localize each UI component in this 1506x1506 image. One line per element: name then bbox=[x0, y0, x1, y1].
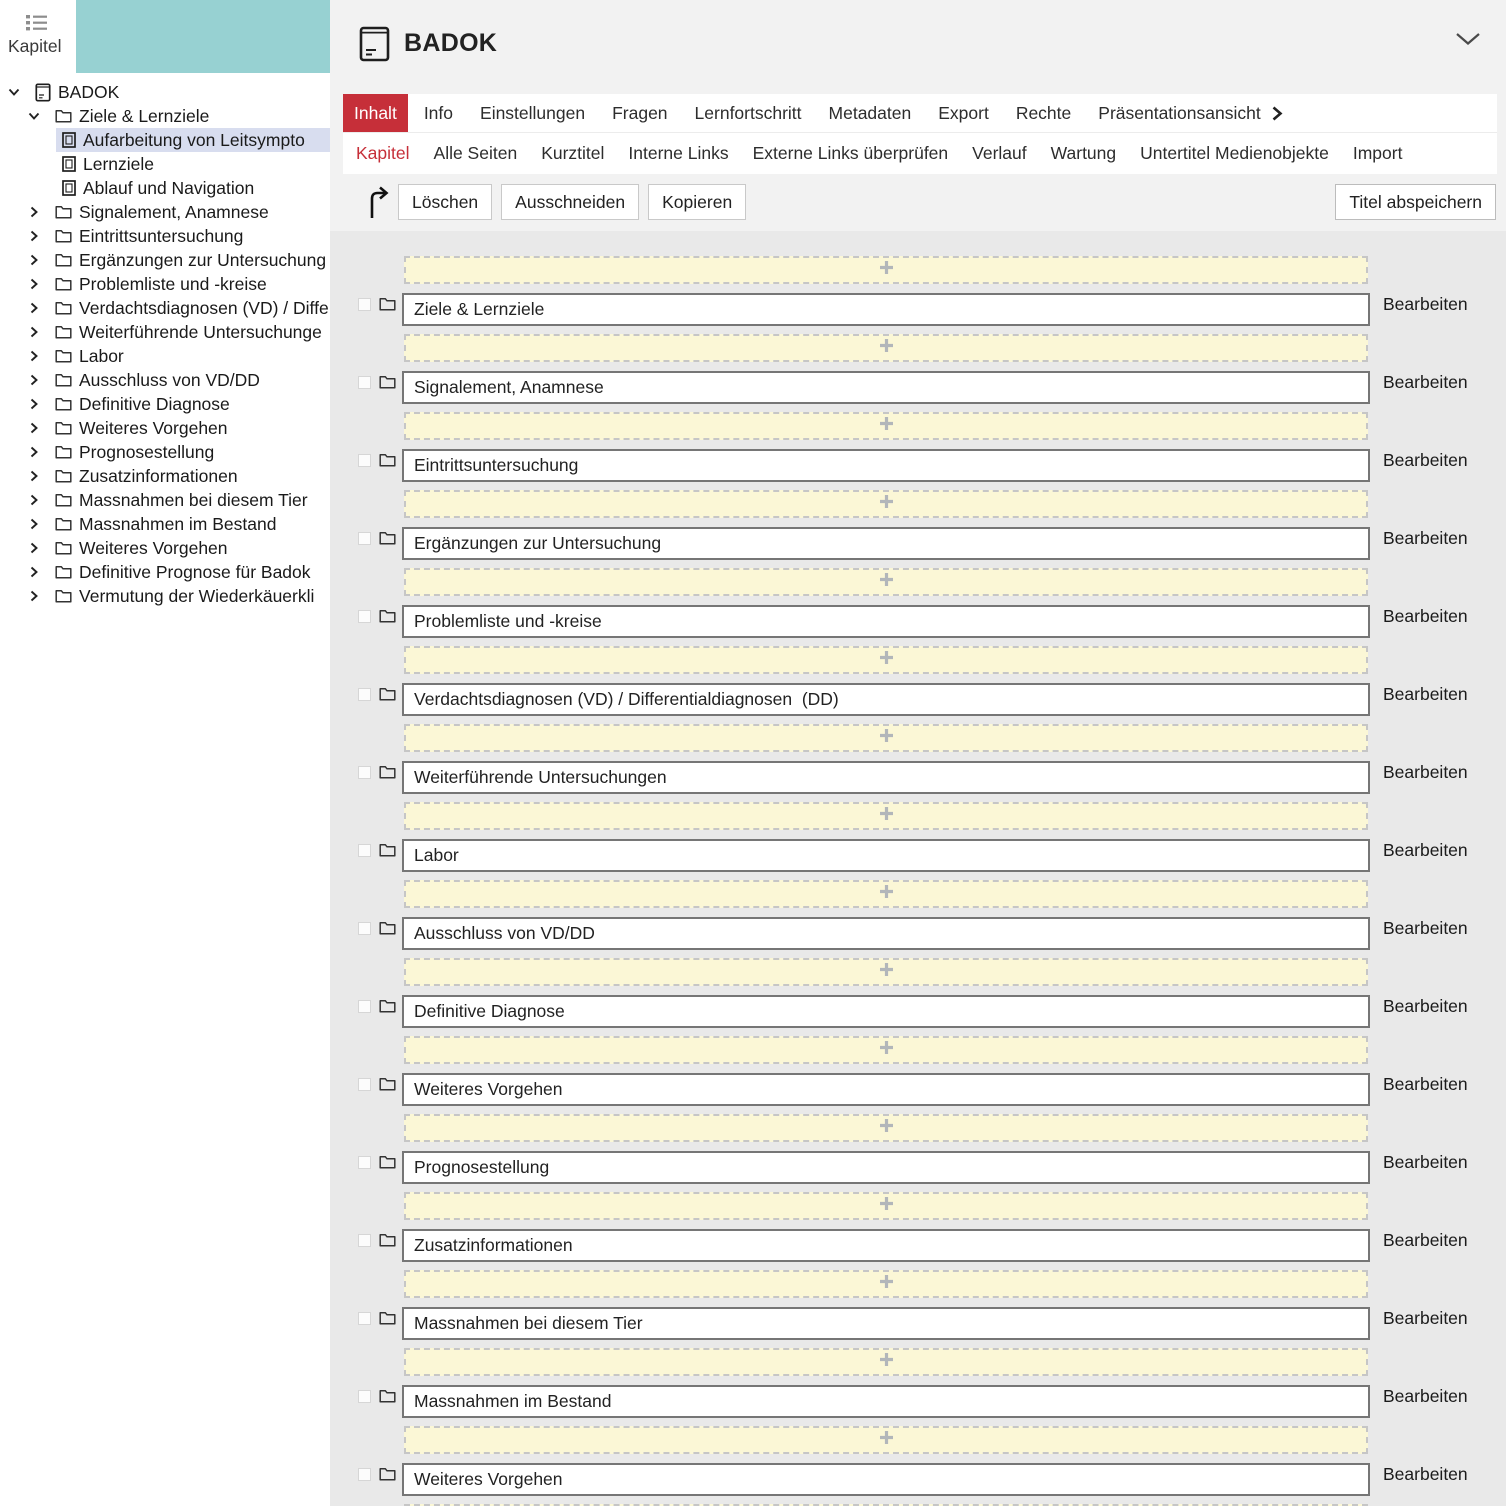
tree-item-label: Ziele & Lernziele bbox=[79, 105, 210, 126]
chevron-right-icon[interactable] bbox=[28, 590, 40, 602]
chapter-row bbox=[358, 995, 1506, 1028]
edit-chapter-link[interactable]: Bearbeiten bbox=[1383, 1386, 1468, 1406]
tree-item[interactable] bbox=[0, 512, 330, 536]
tree-item[interactable] bbox=[0, 248, 330, 272]
chapter-title-input[interactable] bbox=[402, 293, 1370, 326]
folder-icon bbox=[55, 349, 72, 363]
tree-item[interactable] bbox=[0, 272, 330, 296]
plus-icon bbox=[879, 884, 894, 904]
folder-icon bbox=[55, 301, 72, 315]
tree-item-inner[interactable] bbox=[49, 368, 330, 392]
chevron-right-icon[interactable] bbox=[28, 278, 40, 290]
tree-item-inner[interactable] bbox=[49, 464, 330, 488]
insert-chapter-bar[interactable] bbox=[404, 1114, 1368, 1142]
chapter-checkbox[interactable] bbox=[358, 1390, 371, 1403]
tree-item-label: Definitive Diagnose bbox=[79, 393, 230, 414]
plus-icon bbox=[879, 260, 894, 280]
chapter-checkbox[interactable] bbox=[358, 1078, 371, 1091]
tree-item-label: Massnahmen bei diesem Tier bbox=[79, 489, 308, 510]
page-icon bbox=[62, 132, 76, 148]
chapter-row bbox=[358, 1385, 1506, 1418]
sidebar-tab-kapitel[interactable] bbox=[0, 0, 76, 73]
chapter-title-input[interactable] bbox=[402, 449, 1370, 482]
course-icon bbox=[35, 83, 51, 102]
chapter-title-input[interactable] bbox=[402, 1229, 1370, 1262]
sidebar-panel-label: Kapitel bbox=[8, 36, 62, 56]
folder-icon bbox=[55, 589, 72, 603]
tab-inhalt[interactable]: Inhalt bbox=[343, 94, 408, 132]
tree-item-label: Weiterführende Untersuchunge bbox=[79, 321, 322, 342]
tree-item-label: Ausschluss von VD/DD bbox=[79, 369, 260, 390]
tree-item[interactable] bbox=[0, 440, 330, 464]
subtab-alle-seiten[interactable]: Alle Seiten bbox=[433, 143, 518, 163]
edit-chapter-link[interactable]: Bearbeiten bbox=[1383, 684, 1468, 704]
tree-item-inner[interactable] bbox=[56, 152, 330, 176]
folder-icon bbox=[55, 469, 72, 483]
tree-item-inner[interactable] bbox=[49, 200, 330, 224]
folder-icon bbox=[55, 277, 72, 291]
subtab-untertitel-medienobjekte[interactable]: Untertitel Medienobjekte bbox=[1140, 143, 1329, 163]
chapter-row bbox=[358, 1307, 1506, 1340]
edit-chapter-link[interactable]: Bearbeiten bbox=[1383, 762, 1468, 782]
folder-icon bbox=[55, 325, 72, 339]
chapter-checkbox[interactable] bbox=[358, 1312, 371, 1325]
insert-chapter-bar[interactable] bbox=[404, 334, 1368, 362]
tree-item-inner[interactable] bbox=[49, 416, 330, 440]
tree-item[interactable] bbox=[0, 104, 330, 128]
chapter-row bbox=[358, 449, 1506, 482]
chapter-row bbox=[358, 1073, 1506, 1106]
chapter-title-input[interactable] bbox=[402, 1307, 1370, 1340]
edit-chapter-link[interactable]: Bearbeiten bbox=[1383, 1074, 1468, 1094]
copy-button[interactable]: Kopieren bbox=[648, 184, 746, 220]
list-icon bbox=[26, 14, 48, 36]
chevron-right-icon[interactable] bbox=[28, 254, 40, 266]
tab-präsentationsansicht[interactable]: Präsentationsansicht bbox=[1087, 94, 1293, 132]
folder-icon bbox=[379, 1233, 396, 1252]
tree-item-inner[interactable] bbox=[49, 320, 330, 344]
chapter-checkbox[interactable] bbox=[358, 532, 371, 545]
chevron-right-icon[interactable] bbox=[28, 230, 40, 242]
chevron-right-icon[interactable] bbox=[28, 302, 40, 314]
plus-icon bbox=[879, 1430, 894, 1450]
tree-item[interactable] bbox=[0, 200, 330, 224]
chapter-sidebar bbox=[0, 0, 330, 1506]
tree-item-label: Signalement, Anamnese bbox=[79, 201, 269, 222]
chapter-title-input[interactable] bbox=[402, 995, 1370, 1028]
delete-button[interactable]: Löschen bbox=[398, 184, 492, 220]
folder-icon bbox=[379, 687, 396, 706]
chevron-right-icon[interactable] bbox=[28, 518, 40, 530]
folder-icon bbox=[379, 1467, 396, 1486]
chevron-right-icon[interactable] bbox=[28, 374, 40, 386]
tree-item-inner[interactable] bbox=[49, 560, 330, 584]
chapter-checkbox[interactable] bbox=[358, 1000, 371, 1013]
chapter-row bbox=[358, 839, 1506, 872]
plus-icon bbox=[879, 650, 894, 670]
page-icon bbox=[62, 180, 76, 196]
tree-item-inner[interactable] bbox=[49, 536, 330, 560]
subtab-kurztitel[interactable]: Kurztitel bbox=[541, 143, 605, 163]
tree-item-label: Eintrittsuntersuchung bbox=[79, 225, 244, 246]
chapter-checkbox[interactable] bbox=[358, 1234, 371, 1247]
tree-item-label: Weiteres Vorgehen bbox=[79, 417, 228, 438]
tab-metadaten[interactable]: Metadaten bbox=[828, 102, 912, 123]
tree-item-label: Verdachtsdiagnosen (VD) / Diffe bbox=[79, 297, 329, 318]
chapter-row bbox=[358, 293, 1506, 326]
tree-item-inner[interactable] bbox=[49, 248, 330, 272]
tree-item-inner[interactable] bbox=[56, 176, 330, 200]
tree-item[interactable] bbox=[0, 368, 330, 392]
insert-chapter-bar[interactable] bbox=[404, 256, 1368, 284]
chevron-right-icon[interactable] bbox=[28, 470, 40, 482]
edit-chapter-link[interactable]: Bearbeiten bbox=[1383, 996, 1468, 1016]
edit-chapter-link[interactable]: Bearbeiten bbox=[1383, 840, 1468, 860]
edit-chapter-link[interactable]: Bearbeiten bbox=[1383, 372, 1468, 392]
edit-chapter-link[interactable]: Bearbeiten bbox=[1383, 528, 1468, 548]
subtab-kapitel[interactable]: Kapitel bbox=[356, 143, 410, 163]
edit-chapter-link[interactable]: Bearbeiten bbox=[1383, 918, 1468, 938]
tree-item[interactable] bbox=[0, 536, 330, 560]
chevron-right-icon[interactable] bbox=[28, 206, 40, 218]
subtab-verlauf[interactable]: Verlauf bbox=[972, 143, 1027, 163]
tree-item-label: Zusatzinformationen bbox=[79, 465, 238, 486]
folder-icon bbox=[379, 1077, 396, 1096]
chapter-title-input[interactable] bbox=[402, 605, 1370, 638]
chevron-down-icon[interactable] bbox=[8, 86, 20, 98]
tree-item-label: Ergänzungen zur Untersuchung bbox=[79, 249, 327, 270]
folder-icon bbox=[379, 1155, 396, 1174]
tree-item-inner[interactable] bbox=[49, 344, 330, 368]
subtab-externe-links-überprüfen[interactable]: Externe Links überprüfen bbox=[752, 143, 949, 163]
insert-chapter-bar[interactable] bbox=[404, 1192, 1368, 1220]
chapter-row bbox=[358, 683, 1506, 716]
chapter-list bbox=[330, 231, 1506, 1506]
insert-chapter-bar[interactable] bbox=[404, 646, 1368, 674]
insert-chapter-bar[interactable] bbox=[404, 1348, 1368, 1376]
chevron-right-icon[interactable] bbox=[28, 422, 40, 434]
chapter-title-input[interactable] bbox=[402, 1073, 1370, 1106]
insert-chapter-bar[interactable] bbox=[404, 1270, 1368, 1298]
tree-item-inner[interactable] bbox=[49, 440, 330, 464]
insert-chapter-bar[interactable] bbox=[404, 958, 1368, 986]
insert-chapter-bar[interactable] bbox=[404, 880, 1368, 908]
chapter-title-input[interactable] bbox=[402, 683, 1370, 716]
tab-lernfortschritt[interactable]: Lernfortschritt bbox=[694, 102, 802, 123]
tree-item-inner[interactable] bbox=[49, 296, 330, 320]
tree-item-label: BADOK bbox=[58, 81, 120, 102]
tree-item[interactable] bbox=[0, 584, 330, 608]
tree-item-label: Aufarbeitung von Leitsympto bbox=[83, 129, 305, 150]
folder-icon bbox=[55, 565, 72, 579]
tree-item[interactable] bbox=[0, 80, 330, 104]
tree-item-label: Weiteres Vorgehen bbox=[79, 537, 228, 558]
edit-chapter-link[interactable]: Bearbeiten bbox=[1383, 1152, 1468, 1172]
edit-chapter-link[interactable]: Bearbeiten bbox=[1383, 1308, 1468, 1328]
folder-icon bbox=[55, 205, 72, 219]
folder-icon bbox=[55, 109, 72, 123]
folder-icon bbox=[55, 541, 72, 555]
chapter-title-input[interactable] bbox=[402, 1463, 1370, 1496]
chapter-checkbox[interactable] bbox=[358, 610, 371, 623]
chapter-title-input[interactable] bbox=[402, 917, 1370, 950]
subtab-wartung[interactable]: Wartung bbox=[1050, 143, 1117, 163]
save-titles-button[interactable]: Titel abspeichern bbox=[1335, 184, 1496, 220]
tree-item[interactable] bbox=[0, 392, 330, 416]
folder-icon bbox=[379, 765, 396, 784]
chapter-title-input[interactable] bbox=[402, 371, 1370, 404]
chapter-title-input[interactable] bbox=[402, 1151, 1370, 1184]
insert-chapter-bar[interactable] bbox=[404, 568, 1368, 596]
plus-icon bbox=[879, 962, 894, 982]
insert-chapter-bar[interactable] bbox=[404, 1036, 1368, 1064]
tree-item[interactable] bbox=[0, 152, 330, 176]
tab-fragen[interactable]: Fragen bbox=[612, 102, 668, 123]
tree-item-inner[interactable] bbox=[49, 512, 330, 536]
folder-icon bbox=[55, 229, 72, 243]
chapter-row bbox=[358, 527, 1506, 560]
folder-icon bbox=[379, 453, 396, 472]
tree-item[interactable] bbox=[0, 176, 330, 200]
chapter-checkbox[interactable] bbox=[358, 844, 371, 857]
plus-icon bbox=[879, 728, 894, 748]
tree-item[interactable] bbox=[0, 344, 330, 368]
plus-icon bbox=[879, 1274, 894, 1294]
chapter-checkbox[interactable] bbox=[358, 688, 371, 701]
chapter-row bbox=[358, 917, 1506, 950]
chapter-toolbar bbox=[330, 174, 1506, 231]
folder-icon bbox=[379, 297, 396, 316]
tree-item[interactable] bbox=[0, 224, 330, 248]
chapter-checkbox[interactable] bbox=[358, 298, 371, 311]
plus-icon bbox=[879, 1196, 894, 1216]
folder-icon bbox=[379, 1311, 396, 1330]
tab-info[interactable]: Info bbox=[423, 102, 454, 123]
chapter-checkbox[interactable] bbox=[358, 454, 371, 467]
chevron-down-icon[interactable] bbox=[28, 110, 40, 122]
tree-item[interactable] bbox=[0, 464, 330, 488]
chapter-row bbox=[358, 761, 1506, 794]
tab-einstellungen[interactable]: Einstellungen bbox=[480, 102, 586, 123]
chevron-right-icon bbox=[1271, 106, 1283, 121]
tree-item[interactable] bbox=[0, 416, 330, 440]
tree-item-inner[interactable] bbox=[49, 272, 330, 296]
folder-icon bbox=[379, 609, 396, 628]
subtab-import[interactable]: Import bbox=[1352, 143, 1403, 163]
edit-chapter-link[interactable]: Bearbeiten bbox=[1383, 606, 1468, 626]
plus-icon bbox=[879, 1040, 894, 1060]
folder-icon bbox=[55, 253, 72, 267]
chapter-row bbox=[358, 1463, 1506, 1496]
cut-button[interactable]: Ausschneiden bbox=[501, 184, 639, 220]
chevron-right-icon[interactable] bbox=[28, 566, 40, 578]
turn-up-right-arrow-icon[interactable] bbox=[365, 186, 391, 224]
chapter-row bbox=[358, 371, 1506, 404]
primary-tab-bar bbox=[343, 94, 1497, 133]
course-book-icon bbox=[358, 25, 391, 68]
tree-item-label: Ablauf und Navigation bbox=[83, 177, 255, 198]
tree-item-inner[interactable] bbox=[49, 224, 330, 248]
chevron-right-icon[interactable] bbox=[28, 350, 40, 362]
tree-item-label: Problemliste und -kreise bbox=[79, 273, 267, 294]
insert-chapter-bar[interactable] bbox=[404, 724, 1368, 752]
plus-icon bbox=[879, 806, 894, 826]
folder-icon bbox=[379, 375, 396, 394]
page-title: BADOK bbox=[404, 29, 498, 57]
tree-item-label: Lernziele bbox=[83, 153, 155, 174]
main-panel bbox=[330, 0, 1506, 1506]
folder-icon bbox=[379, 531, 396, 550]
folder-icon bbox=[55, 373, 72, 387]
sidebar-header-block bbox=[76, 0, 330, 73]
chapter-title-input[interactable] bbox=[402, 1385, 1370, 1418]
chevron-down-icon[interactable] bbox=[1455, 32, 1481, 51]
course-header bbox=[330, 0, 1506, 94]
insert-chapter-bar[interactable] bbox=[404, 1426, 1368, 1454]
folder-icon bbox=[379, 921, 396, 940]
tree-item[interactable] bbox=[0, 320, 330, 344]
folder-icon bbox=[55, 445, 72, 459]
plus-icon bbox=[879, 572, 894, 592]
tree-item-inner[interactable] bbox=[56, 128, 330, 152]
chapter-title-input[interactable] bbox=[402, 761, 1370, 794]
tree-item-inner[interactable] bbox=[49, 584, 330, 608]
tree-item-inner[interactable] bbox=[49, 488, 330, 512]
edit-chapter-link[interactable]: Bearbeiten bbox=[1383, 1230, 1468, 1250]
plus-icon bbox=[879, 416, 894, 436]
tree-item[interactable] bbox=[0, 488, 330, 512]
chapter-row bbox=[358, 1151, 1506, 1184]
tree-item[interactable] bbox=[0, 296, 330, 320]
tree-item-label: Definitive Prognose für Badok bbox=[79, 561, 311, 582]
subtab-interne-links[interactable]: Interne Links bbox=[628, 143, 729, 163]
secondary-tab-bar bbox=[343, 133, 1497, 174]
chapter-tree bbox=[0, 80, 330, 608]
plus-icon bbox=[879, 1352, 894, 1372]
chapter-row bbox=[358, 1229, 1506, 1262]
tree-item[interactable] bbox=[0, 128, 330, 152]
insert-chapter-bar[interactable] bbox=[404, 802, 1368, 830]
chevron-right-icon[interactable] bbox=[28, 494, 40, 506]
edit-chapter-link[interactable]: Bearbeiten bbox=[1383, 450, 1468, 470]
folder-icon bbox=[55, 397, 72, 411]
tree-item-label: Labor bbox=[79, 345, 124, 366]
chapter-checkbox[interactable] bbox=[358, 766, 371, 779]
plus-icon bbox=[879, 338, 894, 358]
page-icon bbox=[62, 156, 76, 172]
tab-export[interactable]: Export bbox=[938, 102, 989, 123]
plus-icon bbox=[879, 494, 894, 514]
insert-chapter-bar[interactable] bbox=[404, 490, 1368, 518]
tree-item-label: Vermutung der Wiederkäuerkli bbox=[79, 585, 315, 606]
chapter-row bbox=[358, 605, 1506, 638]
tree-item-inner[interactable] bbox=[49, 104, 330, 128]
tree-item-label: Prognosestellung bbox=[79, 441, 215, 462]
insert-chapter-bar[interactable] bbox=[404, 412, 1368, 440]
chapter-title-input[interactable] bbox=[402, 527, 1370, 560]
chevron-right-icon[interactable] bbox=[28, 542, 40, 554]
edit-chapter-link[interactable]: Bearbeiten bbox=[1383, 1464, 1468, 1484]
edit-chapter-link[interactable]: Bearbeiten bbox=[1383, 294, 1468, 314]
folder-icon bbox=[379, 843, 396, 862]
folder-icon bbox=[55, 493, 72, 507]
tab-rechte[interactable]: Rechte bbox=[1015, 102, 1072, 123]
folder-icon bbox=[379, 999, 396, 1018]
plus-icon bbox=[879, 1118, 894, 1138]
tree-item[interactable] bbox=[0, 560, 330, 584]
chevron-right-icon[interactable] bbox=[28, 446, 40, 458]
chevron-right-icon[interactable] bbox=[28, 398, 40, 410]
tree-item-inner[interactable] bbox=[29, 80, 330, 104]
chapter-checkbox[interactable] bbox=[358, 376, 371, 389]
tree-item-label: Massnahmen im Bestand bbox=[79, 513, 277, 534]
chapter-checkbox[interactable] bbox=[358, 1468, 371, 1481]
tree-item-inner[interactable] bbox=[49, 392, 330, 416]
folder-icon bbox=[55, 421, 72, 435]
folder-icon bbox=[379, 1389, 396, 1408]
chevron-right-icon[interactable] bbox=[28, 326, 40, 338]
chapter-checkbox[interactable] bbox=[358, 922, 371, 935]
chapter-title-input[interactable] bbox=[402, 839, 1370, 872]
chapter-checkbox[interactable] bbox=[358, 1156, 371, 1169]
folder-icon bbox=[55, 517, 72, 531]
